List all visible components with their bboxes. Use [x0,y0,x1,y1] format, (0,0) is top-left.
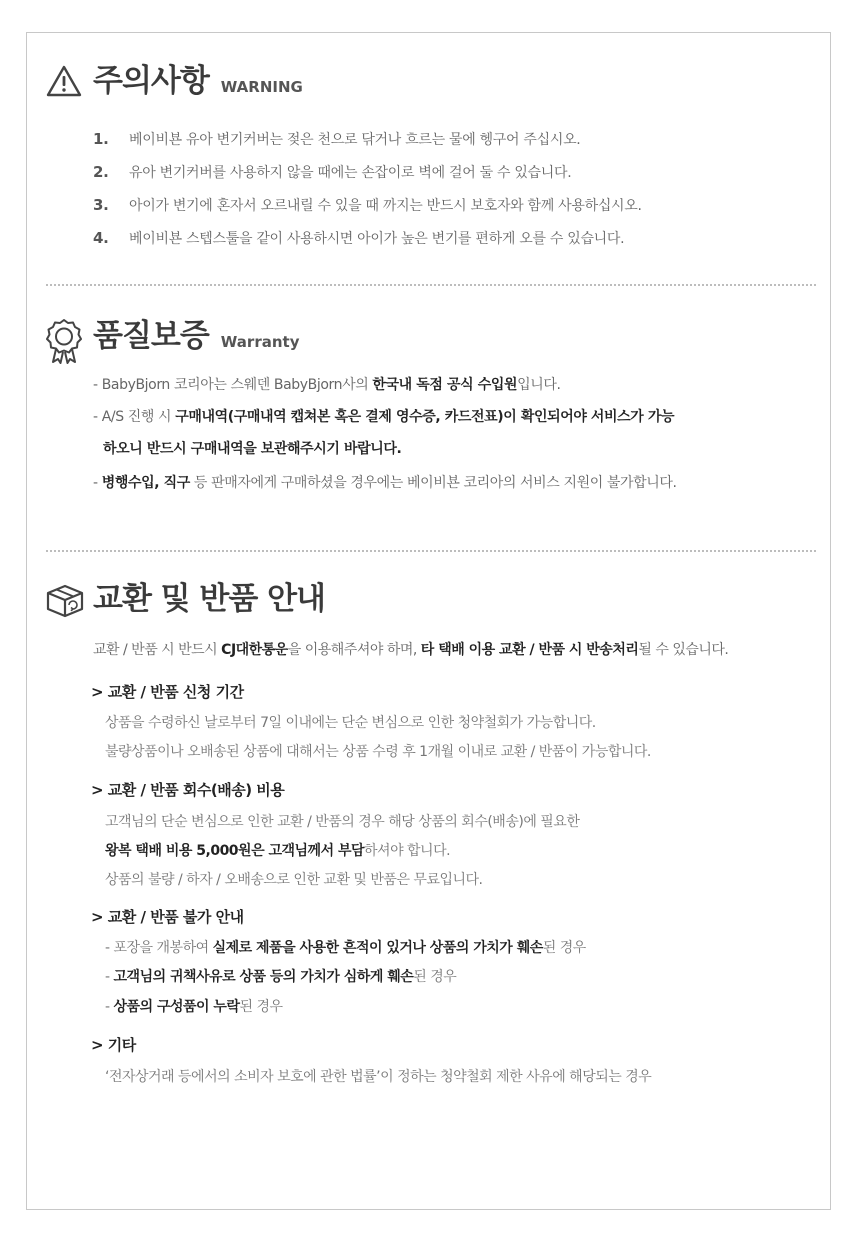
exchange-intro: 교환 / 반품 시 반드시 CJ대한통운을 이용해주셔야 하며, 타 택배 이용 교환 / 반품 시 반송처리될 수 있습니다. [93,642,729,658]
period-heading: > 교환 / 반품 신청 기간 [91,683,244,701]
cost-line-3: 상품의 불량 / 하자 / 오배송으로 인한 교환 및 반품은 무료입니다. [105,872,483,888]
list-item: 4. 베이비뵨 스텝스툴을 같이 사용하시면 아이가 높은 변기를 편하게 오를 수 있습니다. [93,228,625,247]
list-item: 1. 베이비뵨 유아 변기커버는 젖은 천으로 닦거나 흐르는 물에 헹구어 주십시오. [93,129,581,148]
warranty-line-2: - A/S 진행 시 구매내역(구매내역 캡쳐본 혹은 결제 영수증, 카드전표)이 확인되어야 서비스가 가능 [93,409,675,425]
warning-list [93,122,642,254]
list-item: 3. 아이가 변기에 혼자서 오르내릴 수 있을 때 까지는 반드시 보호자와 함께 사용하십시오. [93,195,642,214]
warranty-line-3: 하오니 반드시 구매내역을 보관해주시기 바랍니다. [103,441,402,457]
notallowed-item-3: - 상품의 구성품이 누락된 경우 [105,999,283,1015]
award-ribbon-icon [46,318,82,364]
warning-subtitle: WARNING [220,78,303,96]
warning-heading [93,63,303,99]
period-line-1: 상품을 수령하신 날로부터 7일 이내에는 단순 변심으로 인한 청약철회가 가능합니다. [105,715,596,731]
period-line-2: 불량상품이나 오배송된 상품에 대해서는 상품 수령 후 1개월 이내로 교환 / 반품이 가능합니다. [105,744,651,760]
cost-line-1: 고객님의 단순 변심으로 인한 교환 / 반품의 경우 해당 상품의 회수(배송)에 필요한 [105,814,580,830]
etc-line-1: ‘전자상거래 등에서의 소비자 보호에 관한 법률’이 정하는 청약철회 제한 사유에 해당되는 경우 [105,1069,652,1085]
warning-triangle-icon [46,65,82,97]
warranty-title: 품질보증 [93,318,209,354]
cost-line-2: 왕복 택배 비용 5,000원은 고객님께서 부담하셔야 합니다. [105,843,451,859]
cost-heading: > 교환 / 반품 회수(배송) 비용 [91,781,285,799]
warranty-subtitle: Warranty [220,333,300,351]
section-divider [46,550,816,552]
notallowed-heading: > 교환 / 반품 불가 안내 [91,908,244,926]
package-box-icon [46,584,84,618]
warranty-line-1: - BabyBjorn 코리아는 스웨덴 BabyBjorn사의 한국내 독점 공식 수입원입니다. [93,377,561,393]
section-divider [46,284,816,286]
notallowed-item-2: - 고객님의 귀책사유로 상품 등의 가치가 심하게 훼손된 경우 [105,969,457,985]
list-item: 2. 유아 변기커버를 사용하지 않을 때에는 손잡이로 벽에 걸어 둘 수 있습니다. [93,162,572,181]
notallowed-item-1: - 포장을 개봉하여 실제로 제품을 사용한 흔적이 있거나 상품의 가치가 훼손된 경우 [105,940,586,956]
warranty-heading [93,318,300,354]
etc-heading: > 기타 [91,1036,136,1054]
warranty-line-4: - 병행수입, 직구 등 판매자에게 구매하셨을 경우에는 베이비뵨 코리아의 서비스 지원이 불가합니다. [93,475,677,491]
exchange-heading [93,581,325,617]
exchange-title: 교환 및 반품 안내 [93,581,325,617]
warning-title: 주의사항 [93,63,209,99]
